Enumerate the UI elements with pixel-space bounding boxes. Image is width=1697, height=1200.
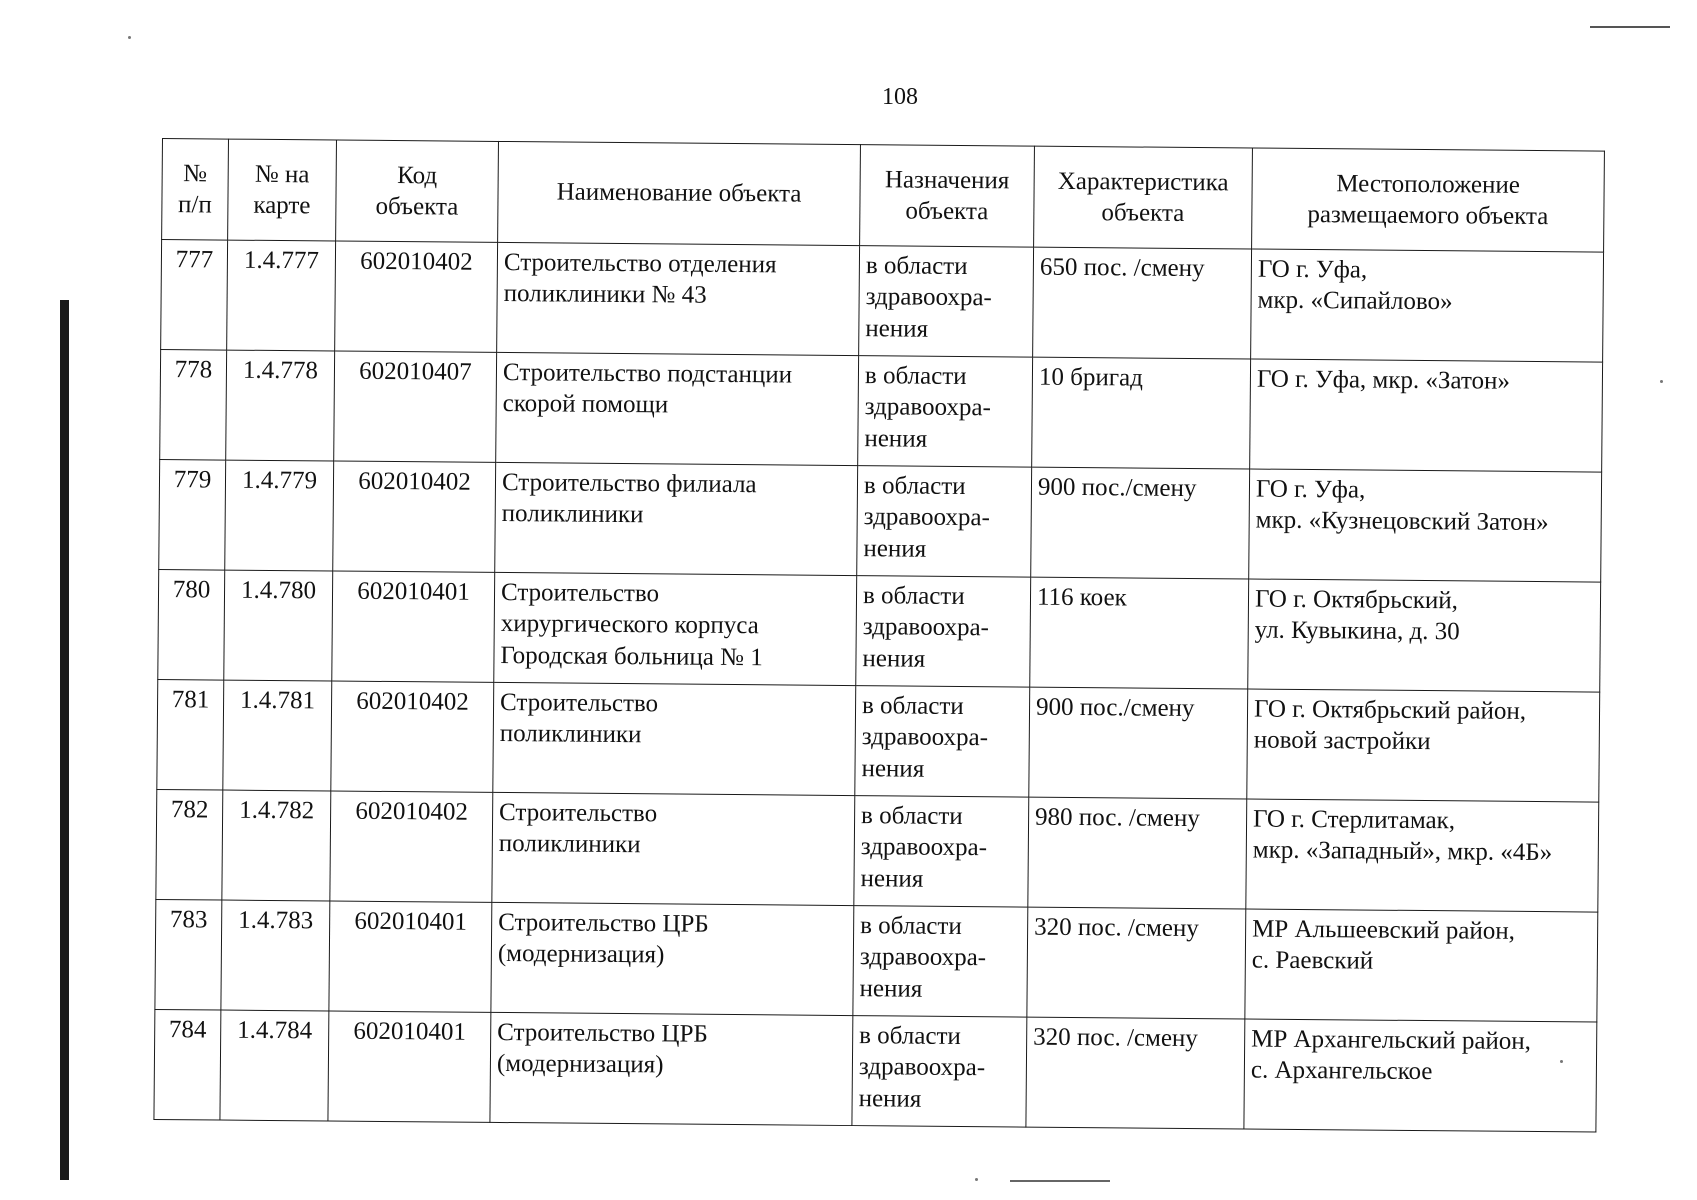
object-code: 602010401	[329, 901, 492, 1012]
page-number: 108	[882, 84, 918, 110]
object-characteristic: 900 пос./смену	[1031, 467, 1250, 579]
map-number: 1.4.778	[226, 350, 335, 461]
table-row	[159, 459, 1602, 582]
row-number: 777	[161, 240, 228, 351]
object-code: 602010402	[331, 681, 494, 792]
object-location: ГО г. Уфа, мкр. «Сипайлово»	[1251, 249, 1604, 362]
header-map-number: № на карте	[228, 139, 337, 241]
table-row	[161, 240, 1604, 363]
row-number: 784	[154, 1009, 221, 1120]
header-row	[162, 139, 1605, 253]
object-name: Строительство филиала поликлиники	[495, 462, 858, 575]
object-purpose: в области здравоохра- нения	[858, 356, 1033, 468]
table-row	[155, 899, 1598, 1022]
object-code: 602010402	[333, 461, 496, 572]
map-number: 1.4.780	[224, 570, 333, 681]
document-table-container	[153, 138, 1604, 1133]
object-location: ГО г. Уфа, мкр. «Затон»	[1250, 359, 1603, 472]
object-location: МР Альшеевский район, с. Раевский	[1245, 909, 1598, 1022]
row-number: 783	[155, 899, 222, 1010]
row-number: 779	[159, 459, 226, 570]
table-row	[160, 349, 1603, 472]
scan-speck	[128, 36, 131, 39]
object-location: ГО г. Стерлитамак, мкр. «Западный», мкр. «4Б»	[1246, 799, 1599, 912]
object-code: 602010401	[332, 571, 495, 682]
object-location: МР Архангельский район, с. Архангельское	[1244, 1019, 1597, 1132]
header-object-name: Наименование объекта	[498, 141, 861, 245]
header-characteristic: Характеристика объекта	[1034, 146, 1253, 249]
scan-artifact-line	[1010, 1180, 1110, 1182]
scan-edge-shadow	[60, 300, 69, 1180]
table-row	[154, 1009, 1597, 1132]
row-number: 781	[157, 679, 224, 790]
header-purpose: Назначения объекта	[860, 145, 1035, 248]
object-name: Строительство отделения поликлиники № 43	[497, 242, 860, 355]
object-purpose: в области здравоохра- нения	[852, 1016, 1027, 1128]
object-location: ГО г. Октябрьский, ул. Кувыкина, д. 30	[1248, 579, 1601, 692]
object-characteristic: 650 пос. /смену	[1033, 247, 1252, 359]
object-code: 602010407	[334, 351, 497, 462]
header-location: Местоположение размещаемого объекта	[1252, 148, 1605, 252]
object-characteristic: 116 коек	[1030, 577, 1249, 689]
scan-speck	[1660, 380, 1663, 383]
row-number: 782	[156, 789, 223, 900]
object-name: Строительство подстанции скорой помощи	[496, 352, 859, 465]
object-purpose: в области здравоохра- нения	[856, 576, 1031, 688]
object-purpose: в области здравоохра- нения	[854, 796, 1029, 908]
map-number: 1.4.782	[222, 790, 331, 901]
object-location: ГО г. Уфа, мкр. «Кузнецовский Затон»	[1249, 469, 1602, 582]
object-name: Строительство хирургического корпуса Городская больница № 1	[494, 572, 857, 685]
map-number: 1.4.777	[227, 240, 336, 351]
object-code: 602010401	[328, 1011, 491, 1122]
object-characteristic: 320 пос. /смену	[1027, 907, 1246, 1019]
map-number: 1.4.781	[223, 680, 332, 791]
object-purpose: в области здравоохра- нения	[857, 466, 1032, 578]
map-number: 1.4.784	[220, 1010, 329, 1121]
object-purpose: в области здравоохра- нения	[859, 246, 1034, 358]
object-purpose: в области здравоохра- нения	[853, 906, 1028, 1018]
object-purpose: в области здравоохра- нения	[855, 686, 1030, 798]
header-object-code: Код объекта	[336, 140, 499, 242]
object-name: Строительство ЦРБ (модернизация)	[490, 1012, 853, 1125]
table-row	[157, 679, 1600, 802]
header-num: № п/п	[162, 139, 229, 241]
object-characteristic: 320 пос. /смену	[1026, 1017, 1245, 1129]
table-row	[156, 789, 1599, 912]
row-number: 780	[158, 569, 225, 680]
object-characteristic: 980 пос. /смену	[1028, 797, 1247, 909]
object-characteristic: 10 бригад	[1032, 357, 1251, 469]
object-code: 602010402	[335, 241, 498, 352]
map-number: 1.4.779	[225, 460, 334, 571]
table-body	[154, 240, 1604, 1133]
row-number: 778	[160, 349, 227, 460]
object-code: 602010402	[330, 791, 493, 902]
table-header	[162, 139, 1605, 253]
table-row	[158, 569, 1601, 692]
object-characteristic: 900 пос./смену	[1029, 687, 1248, 799]
objects-table	[153, 138, 1605, 1133]
object-name: Строительство поликлиники	[493, 682, 856, 795]
map-number: 1.4.783	[221, 900, 330, 1011]
scan-artifact-line	[1590, 26, 1670, 28]
object-name: Строительство ЦРБ (модернизация)	[491, 902, 854, 1015]
object-name: Строительство поликлиники	[492, 792, 855, 905]
scan-speck	[975, 1178, 978, 1181]
object-location: ГО г. Октябрьский район, новой застройки	[1247, 689, 1600, 802]
